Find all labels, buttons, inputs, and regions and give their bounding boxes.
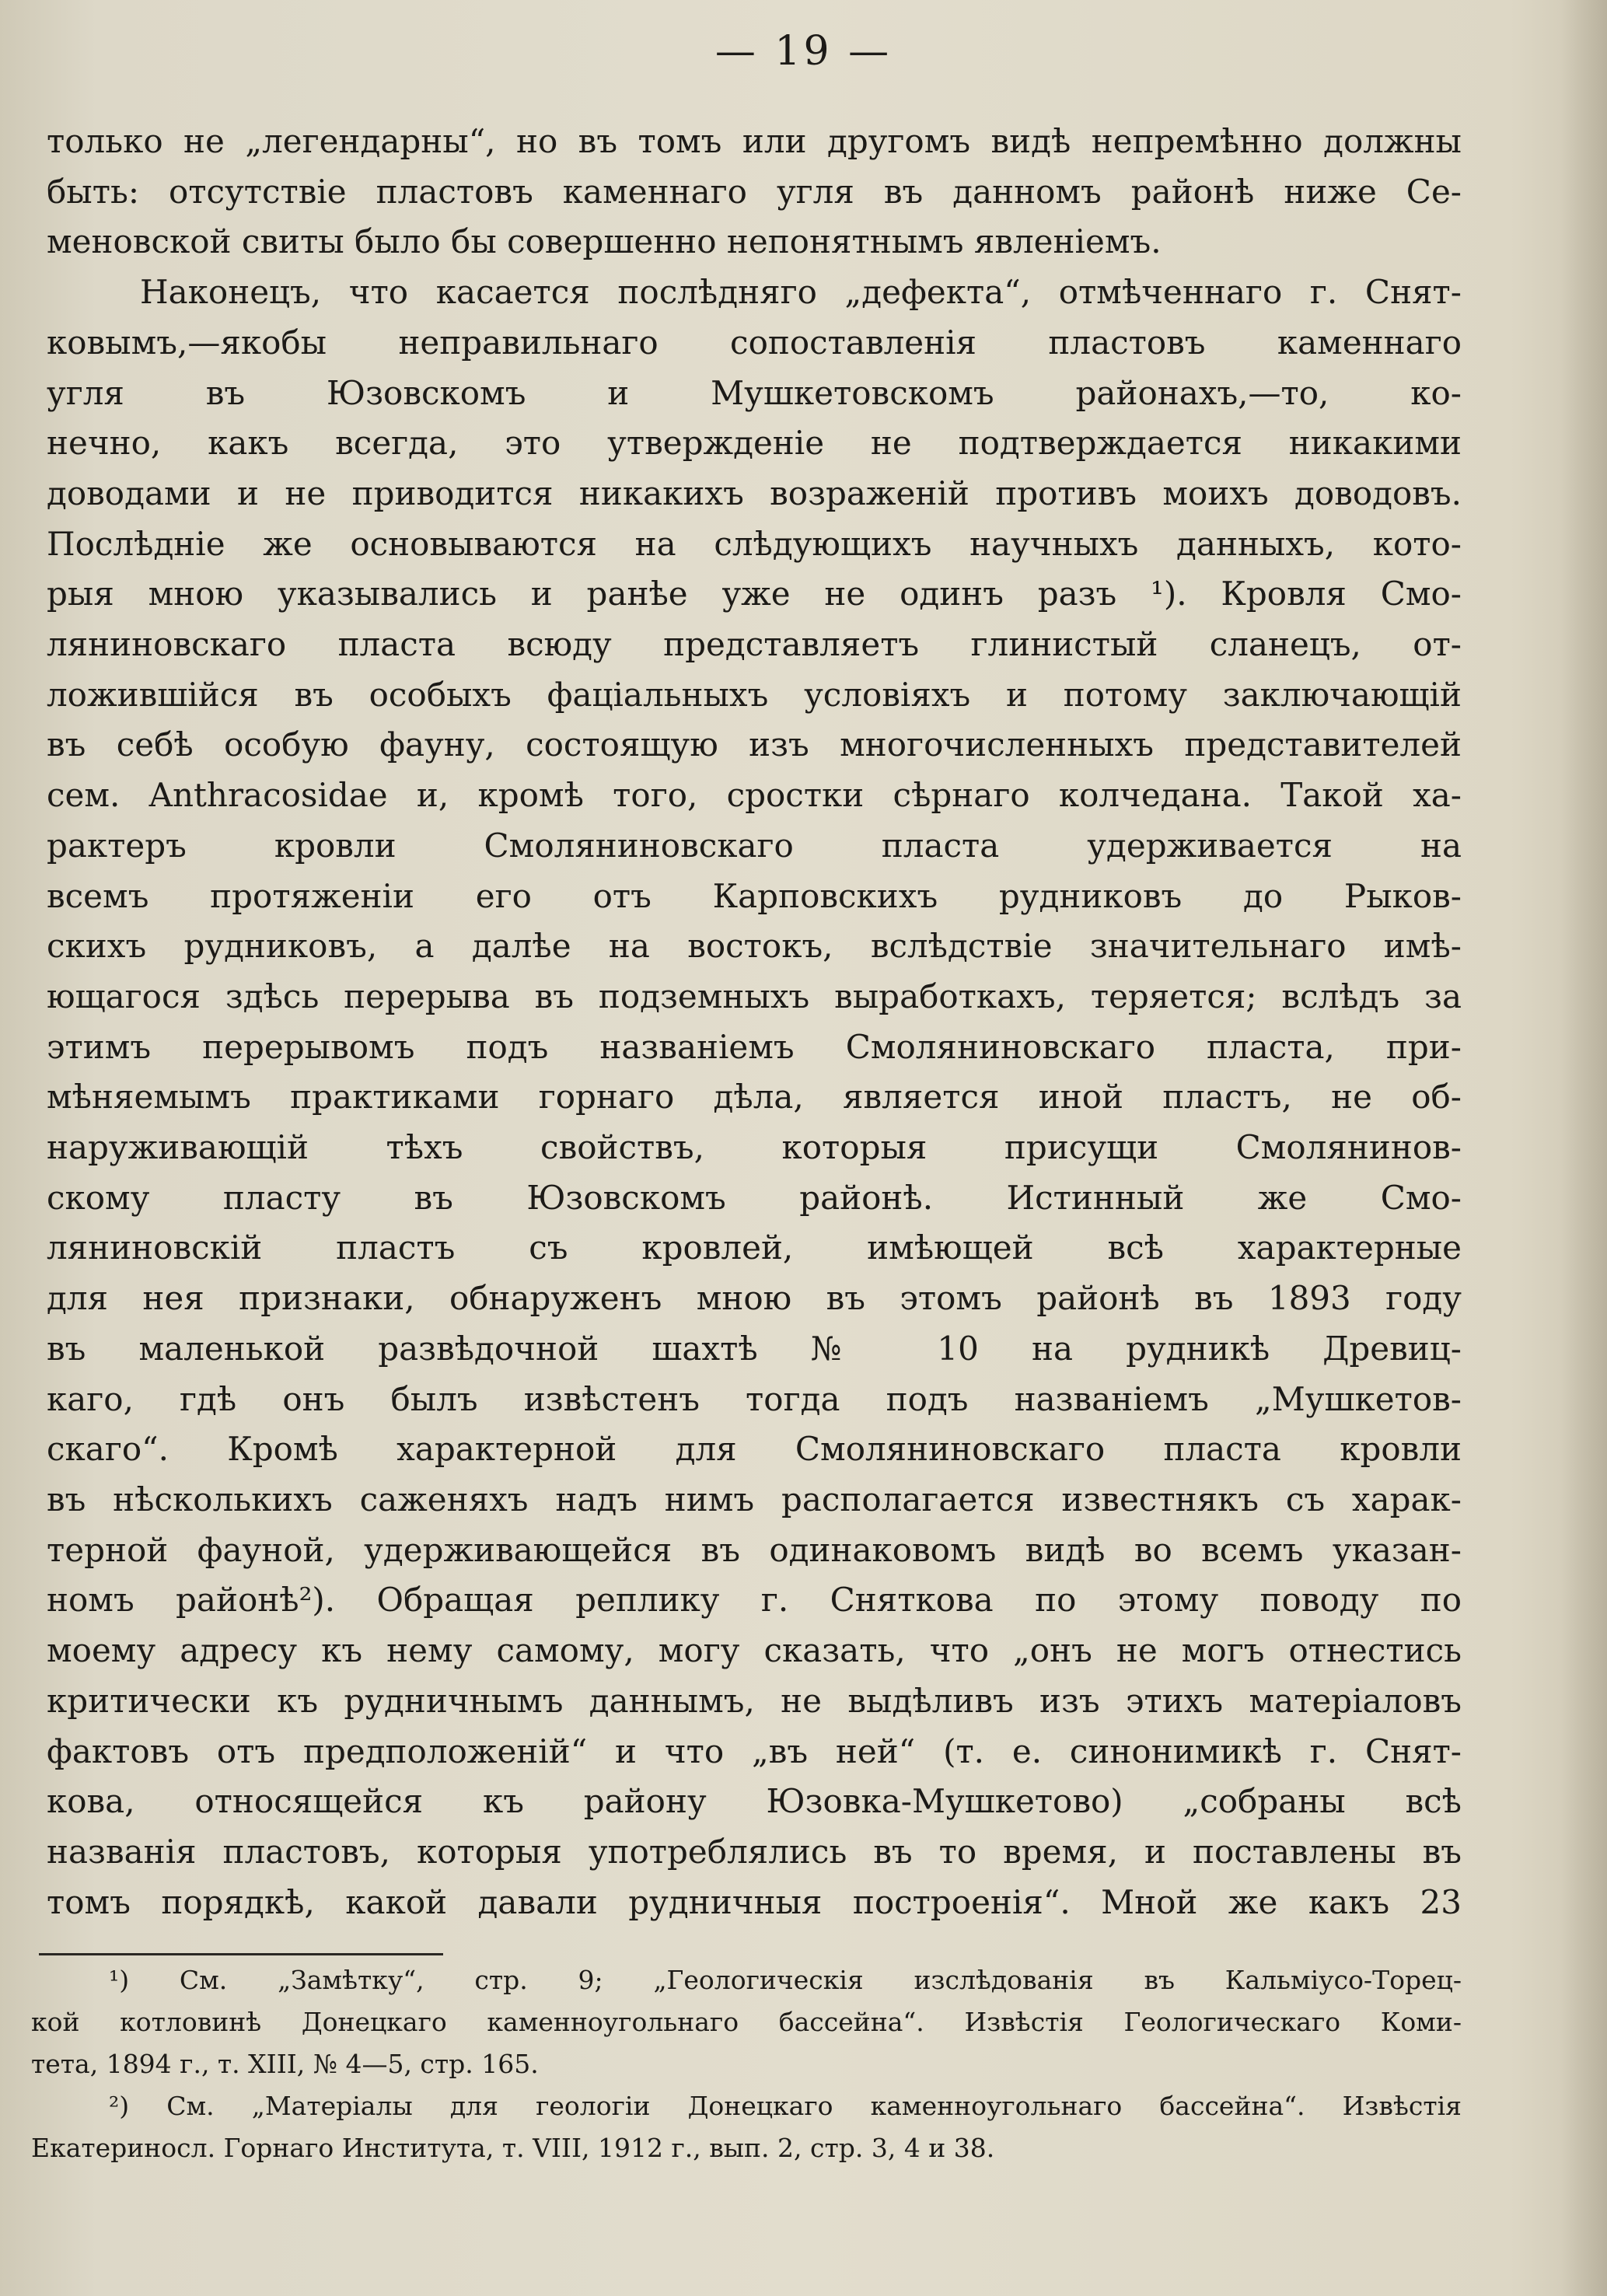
text-line: ляниновскій пластъ съ кровлей, имѣющей всѣ характерные — [47, 1228, 1462, 1267]
text-line: мѣняемымъ практиками горнаго дѣла, является иной пластъ, не об- — [47, 1078, 1462, 1117]
text-line: моему адресу къ нему самому, могу сказать, что „онъ не могъ отнестись — [47, 1631, 1462, 1670]
text-line: скихъ рудниковъ, а далѣе на востокъ, вслѣдствіе значительнаго имѣ- — [47, 927, 1462, 966]
body-text — [47, 117, 1462, 1927]
text-line: Послѣдніе же основываются на слѣдующихъ научныхъ данныхъ, кото- — [47, 524, 1462, 563]
text-line: наруживающій тѣхъ свойствъ, которыя присущи Смолянинов- — [47, 1128, 1462, 1167]
footnote-line: ¹) См. „Замѣтку“, стр. 9; „Геологическія изслѣдованія въ Кальміусо-Торец- — [109, 1965, 1462, 1995]
text-line: рыя мною указывались и ранѣе уже не одинъ разъ ¹). Кровля Смо- — [47, 575, 1462, 613]
footnote-line: тета, 1894 г., т. XIII, № 4—5, стр. 165. — [31, 2049, 539, 2079]
text-line: только не „легендарны“, но въ томъ или другомъ видѣ непремѣнно должны — [47, 122, 1462, 160]
text-line: ляниновскаго пласта всюду представляетъ глинистый сланецъ, от- — [47, 625, 1462, 664]
text-line: кова, относящейся къ району Юзовка-Мушкетово) „собраны всѣ — [47, 1782, 1462, 1821]
page-number: — 19 — — [714, 28, 893, 75]
text-line: каго, гдѣ онъ былъ извѣстенъ тогда подъ названіемъ „Мушкетов- — [47, 1379, 1462, 1418]
text-line: этимъ перерывомъ подъ названіемъ Смоляниновскаго пласта, при- — [47, 1027, 1462, 1066]
text-line: въ нѣсколькихъ саженяхъ надъ нимъ располагается известнякъ съ харак- — [47, 1480, 1462, 1518]
text-line: угля въ Юзовскомъ и Мушкетовскомъ районахъ,—то, ко- — [47, 373, 1462, 412]
text-line: Наконецъ, что касается послѣдняго „дефекта“, отмѣченнаго г. Снят- — [140, 273, 1462, 312]
text-line: ющагося здѣсь перерыва въ подземныхъ выработкахъ, теряется; вслѣдъ за — [47, 977, 1462, 1015]
footnote-line: Екатериносл. Горнаго Института, т. VIII, 1912 г., вып. 2, стр. 3, 4 и 38. — [31, 2133, 995, 2163]
text-line: томъ порядкѣ, какой давали рудничныя построенія“. Мной же какъ 23 — [47, 1882, 1462, 1921]
footnote-divider — [39, 1953, 443, 1955]
text-line: скому пласту въ Юзовскомъ районѣ. Истинный же Смо- — [47, 1178, 1462, 1217]
text-line: доводами и не приводится никакихъ возраженій противъ моихъ доводовъ. — [47, 474, 1462, 512]
text-line: ковымъ,—якобы неправильнаго сопоставленія пластовъ каменнаго — [47, 323, 1462, 362]
text-line: сем. Anthracosidae и, кромѣ того, сростки сѣрнаго колчедана. Такой ха- — [47, 776, 1462, 815]
page-edge-shadow — [1560, 0, 1607, 2296]
footnote-line: ²) См. „Матеріалы для геологіи Донецкаго каменноугольнаго бассейна“. Извѣстія — [109, 2091, 1462, 2121]
text-line: нечно, какъ всегда, это утвержденіе не подтверждается никакими — [47, 424, 1462, 463]
text-line: меновской свиты было бы совершенно непонятнымъ явленіемъ. — [47, 222, 1162, 261]
text-line: терной фауной, удерживающейся въ одинаковомъ видѣ во всемъ указан- — [47, 1530, 1462, 1569]
footnotes — [31, 1959, 1462, 2169]
text-line: въ себѣ особую фауну, состоящую изъ многочисленныхъ представителей — [47, 725, 1462, 764]
text-line: всемъ протяженіи его отъ Карповскихъ рудниковъ до Рыков- — [47, 876, 1462, 915]
text-line: скаго“. Кромѣ характерной для Смоляниновскаго пласта кровли — [47, 1430, 1462, 1469]
text-line: номъ районѣ²). Обращая реплику г. Сняткова по этому поводу по — [47, 1581, 1462, 1620]
text-line: для нея признаки, обнаруженъ мною въ этомъ районѣ въ 1893 году — [47, 1279, 1462, 1318]
text-line: критически къ рудничнымъ даннымъ, не выдѣливъ изъ этихъ матеріаловъ — [47, 1681, 1462, 1720]
text-line: рактеръ кровли Смоляниновскаго пласта удерживается на — [47, 826, 1462, 865]
text-line: названія пластовъ, которыя употреблялись въ то время, и поставлены въ — [47, 1832, 1462, 1871]
text-line: ложившійся въ особыхъ фаціальныхъ условіяхъ и потому заключающій — [47, 675, 1462, 714]
text-line: фактовъ отъ предположеній“ и что „въ ней“ (т. е. синонимикѣ г. Снят- — [47, 1732, 1462, 1770]
text-line: въ маленькой развѣдочной шахтѣ № 10 на рудникѣ Древиц- — [47, 1329, 1462, 1368]
footnote-line: кой котловинѣ Донецкаго каменноугольнаго бассейна“. Извѣстія Геологическаго Коми- — [31, 2007, 1462, 2037]
text-line: быть: отсутствіе пластовъ каменнаго угля въ данномъ районѣ ниже Се- — [47, 172, 1462, 211]
